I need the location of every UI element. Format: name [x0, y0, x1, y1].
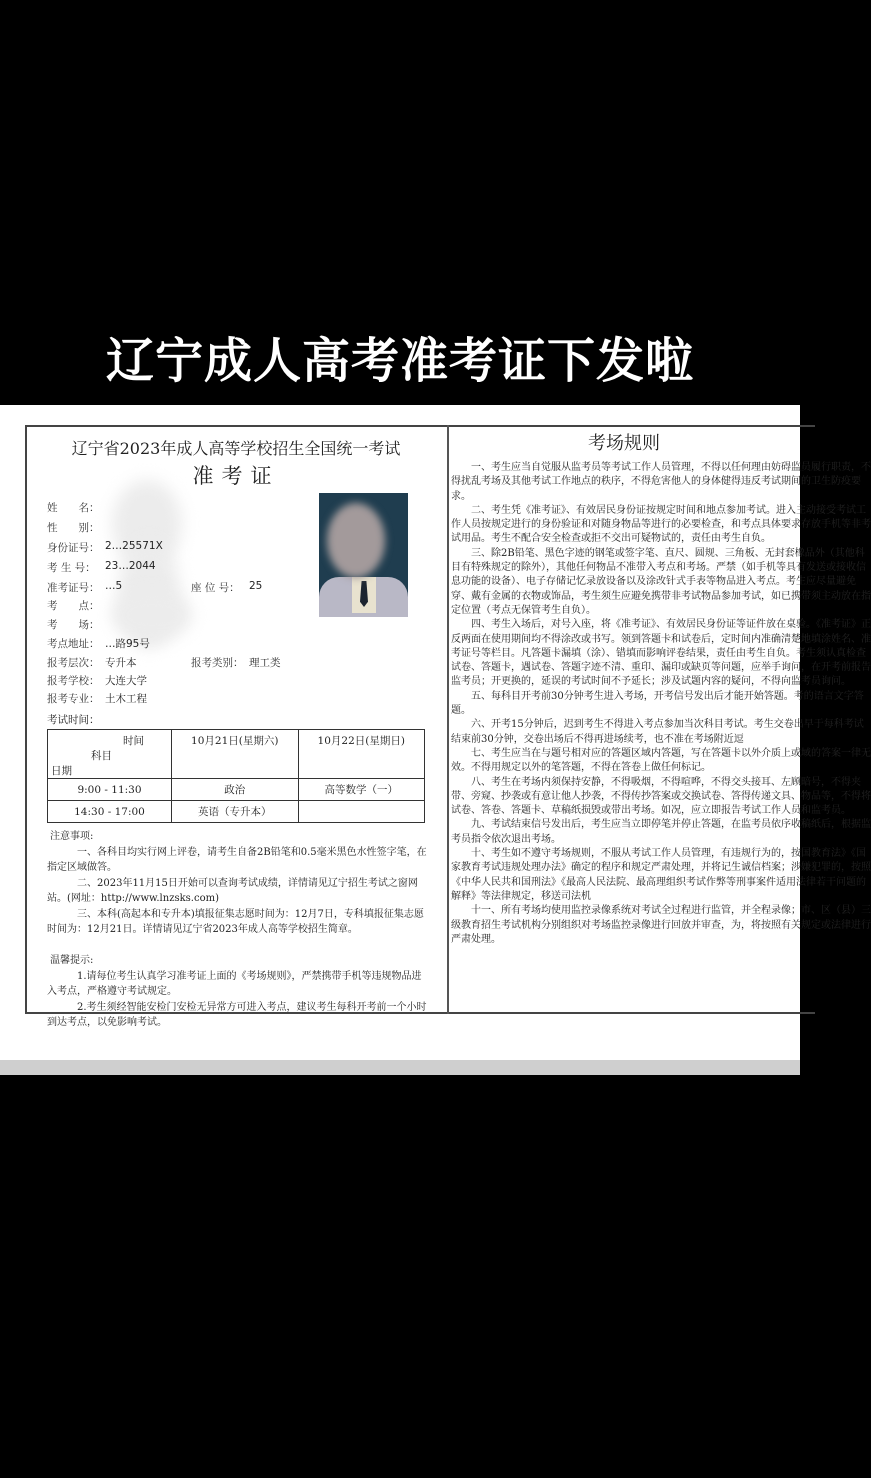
- info-field: [47, 617, 105, 632]
- rule-item: 四、考生入场后，对号入座，将《准考证》、有效居民身份证等证件放在桌验。《准考证》正反两面在使用期间均不得涂改或书写。领到答题卡和试卷后，定时间内准确清楚地填涂姓名、准考证号等栏目。凡答题卡漏填（涂）、错填而影响评卷结果，责任由考生自负。考生须认真检查试卷、答题卡，遇试卷、答题字迹不清、重印、漏印或缺页等问题，应举手询问，在开考前报告监考员；开更换的，延误的考试时间不予延长；涉及试题内容的疑问，不得向监考员询问。: [451, 619, 871, 688]
- divider-strip: [0, 1060, 800, 1075]
- time-cell: 14:30 - 17:00: [48, 801, 172, 823]
- field-label: 考点地址：: [47, 638, 100, 650]
- info-field: [47, 580, 122, 595]
- info-field: [47, 540, 163, 555]
- tips-title: 温馨提示:: [50, 955, 94, 966]
- field-value: 土木工程: [105, 693, 147, 705]
- info-field: [47, 520, 105, 535]
- date-header: 10月21日(星期六): [172, 730, 299, 779]
- note-item: 二、2023年11月15日开始可以查询考试成绩，详情请见辽宁招生考试之窗网站。(网址：http://www.lnzsks.com): [47, 877, 418, 904]
- field-label: 报考学校：: [47, 675, 100, 687]
- field-label: 报考层次：: [47, 657, 100, 669]
- note-item: 三、本科(高起本和专升本)填报征集志愿时间为：12月7日，专科填报征集志愿时间为：12月21日。详情请见辽宁省2023年成人高等学校招生简章。: [47, 908, 424, 935]
- field-label: 性 别：: [47, 522, 100, 534]
- rule-item: 七、考生应当在与题号相对应的答题区域内答题，写在答题卡以外介质上或域的答案一律无效。不得用规定以外的笔答题，不得在答卷上做任何标记。: [451, 747, 871, 774]
- table-row: [48, 801, 425, 823]
- candidate-photo: [319, 493, 408, 612]
- field-value: 2…25571X: [105, 540, 163, 552]
- subject-cell: 高等数学（一）: [298, 779, 425, 801]
- field-label: 姓 名：: [47, 502, 100, 514]
- info-field: [47, 560, 156, 575]
- info-field: [47, 598, 105, 613]
- ticket-title: 辽宁省2023年成人高等学校招生全国统一考试: [71, 439, 401, 458]
- field-label: 考 生 号：: [47, 562, 96, 574]
- tips-section: [47, 953, 427, 1031]
- tip-item: 1.请每位考生认真学习准考证上面的《考场规则》，严禁携带手机等违规物品进入考点，严格遵守考试规定。: [47, 970, 422, 997]
- rules-title: 考场规则: [588, 433, 660, 454]
- seat-value: 25: [249, 580, 263, 592]
- field-label: 考 场：: [47, 619, 100, 631]
- headline: 辽宁成人高考准考证下发啦: [105, 333, 694, 389]
- rule-item: 一、考生应当自觉服从监考员等考试工作人员管理，不得以任何理由妨碍监员履行职责，不得扰乱考场及其他考试工作地点的秩序，不得危害他人的身体健得违反考试期间的卫生防疫要求。: [451, 462, 871, 502]
- note-item: 一、各科目均实行网上评卷，请考生自备2B铅笔和0.5毫米黑色水性签字笔，在指定区域做答。: [47, 846, 427, 873]
- subject-cell: 政治: [172, 779, 299, 801]
- field-value: 专升本: [105, 657, 137, 669]
- time-cell: 9:00 - 11:30: [48, 779, 172, 801]
- rule-item: 五、每科目开考前30分钟考生进入考场，开考信号发出后才能开始答题。考的语言文字答题。: [451, 690, 864, 717]
- exam-schedule-table: [47, 729, 425, 823]
- date-header: 10月22日(星期日): [298, 730, 425, 779]
- field-label: 报考专业：: [47, 693, 100, 705]
- rule-item: 十一、所有考场均使用监控录像系统对考试全过程进行监管，并全程录像；市、区（县）三级教育招生考试机构分别组织对考场监控录像进行回放并审查，为，将按照有关规定或法律进行严肃处理。: [451, 905, 871, 945]
- corner-time: 时间: [123, 735, 144, 747]
- corner-date: 日期: [51, 765, 72, 777]
- ticket-subtitle: 准考证: [192, 464, 280, 488]
- rule-item: 六、开考15分钟后，迟到考生不得进入考点参加当次科目考试。考生交卷出早于每科考试结束前30分钟，交卷出场后不得再进场续考，也不准在考场附近逗: [451, 719, 864, 745]
- seat-field: [191, 580, 262, 595]
- rule-item: 八、考生在考场内须保持安静，不得吸烟，不得喧哗，不得交头接耳、左顾暗号，不得夹带、旁窥、抄袭或有意让他人抄袭，不得传抄答案或交换试卷、答得传递文具、物品等，不得将试卷、答卷、答题卡、草稿纸损毁或带出考场。如况，应立即报告考试工作人员和监考员。: [451, 776, 871, 817]
- rule-item: 九、考试结束信号发出后，考生应当立即停笔并停止答题，在监考员依序收稿纸后，根据监考员指令依次退出考场。: [451, 819, 871, 845]
- exam-time-text: 考试时间：: [47, 714, 100, 726]
- exam-time-label: [47, 712, 100, 727]
- subject-cell: [298, 801, 425, 823]
- privacy-blur: [112, 590, 192, 640]
- subject-cell: 英语（专升本）: [172, 801, 299, 823]
- category-label: 报考类别：: [191, 657, 244, 669]
- seat-label: 座 位 号：: [191, 582, 240, 594]
- info-field: [47, 673, 147, 688]
- field-value: …5: [105, 580, 123, 592]
- field-value: 23…2044: [105, 560, 156, 572]
- field-label: 身份证号：: [47, 542, 100, 554]
- field-label: 考 点：: [47, 600, 100, 612]
- notes-section: [47, 829, 427, 938]
- rule-item: 十、考生如不遵守考场规则，不服从考试工作人员管理，有违规行为的，按国教育法》《国家教育考试违规处理办法》确定的程序和规定严肃处理，并将记生诚信档案；涉嫌犯罪的，按照《中华人民共和国刑法》《最高人民法院、最高理组织考试作弊等刑事案件适用法律若干问题的解释》等法律规定，移送司法机: [451, 848, 871, 902]
- field-label: 准考证号：: [47, 582, 100, 594]
- rule-item: 三、除2B铅笔、黑色字迹的钢笔或签字笔、直尺、圆规、三角板、无封套橡品外（其他科目有特殊规定的除外），其他任何物品不准带入考点和考场。严禁（如手机等具有发送或接收信息功能的设备）、电子存储记忆录放设备以及涂改针式手表等物品进入考点。考生应尽量避免穿、戴有金属的衣物或饰品，考生须生应避免携带非考试物品参加考试，如已携带须主动放在指定位置（考点无保管考生自负）。: [451, 547, 871, 616]
- info-field: [47, 500, 105, 515]
- table-corner: [48, 730, 172, 779]
- info-field: [47, 655, 137, 670]
- field-value: …路95号: [105, 638, 150, 650]
- tip-item: 2.考生须经智能安检门安检无异常方可进入考点，建议考生每科开考前一个小时到达考点，以免影响考试。: [47, 1001, 427, 1028]
- rule-item: 二、考生凭《准考证》、有效居民身份证按规定时间和地点参加考试。进入主动接受考试工作人员按规定进行的身份验证和对随身物品等进行的必要检查，和考点具体要求存放手机等非考试用品。考生不配合安全检查或拒不交出可疑物试的，责任由考生自负。: [451, 504, 871, 545]
- category-value: 理工类: [249, 657, 281, 669]
- category-field: [191, 655, 281, 670]
- field-value: 大连大学: [105, 675, 147, 687]
- info-field: [47, 636, 150, 651]
- table-row: [48, 779, 425, 801]
- corner-subject: 科目: [91, 750, 112, 762]
- notes-title: 注意事项:: [50, 831, 94, 842]
- info-field: [47, 691, 147, 706]
- rules-list: [451, 461, 871, 1001]
